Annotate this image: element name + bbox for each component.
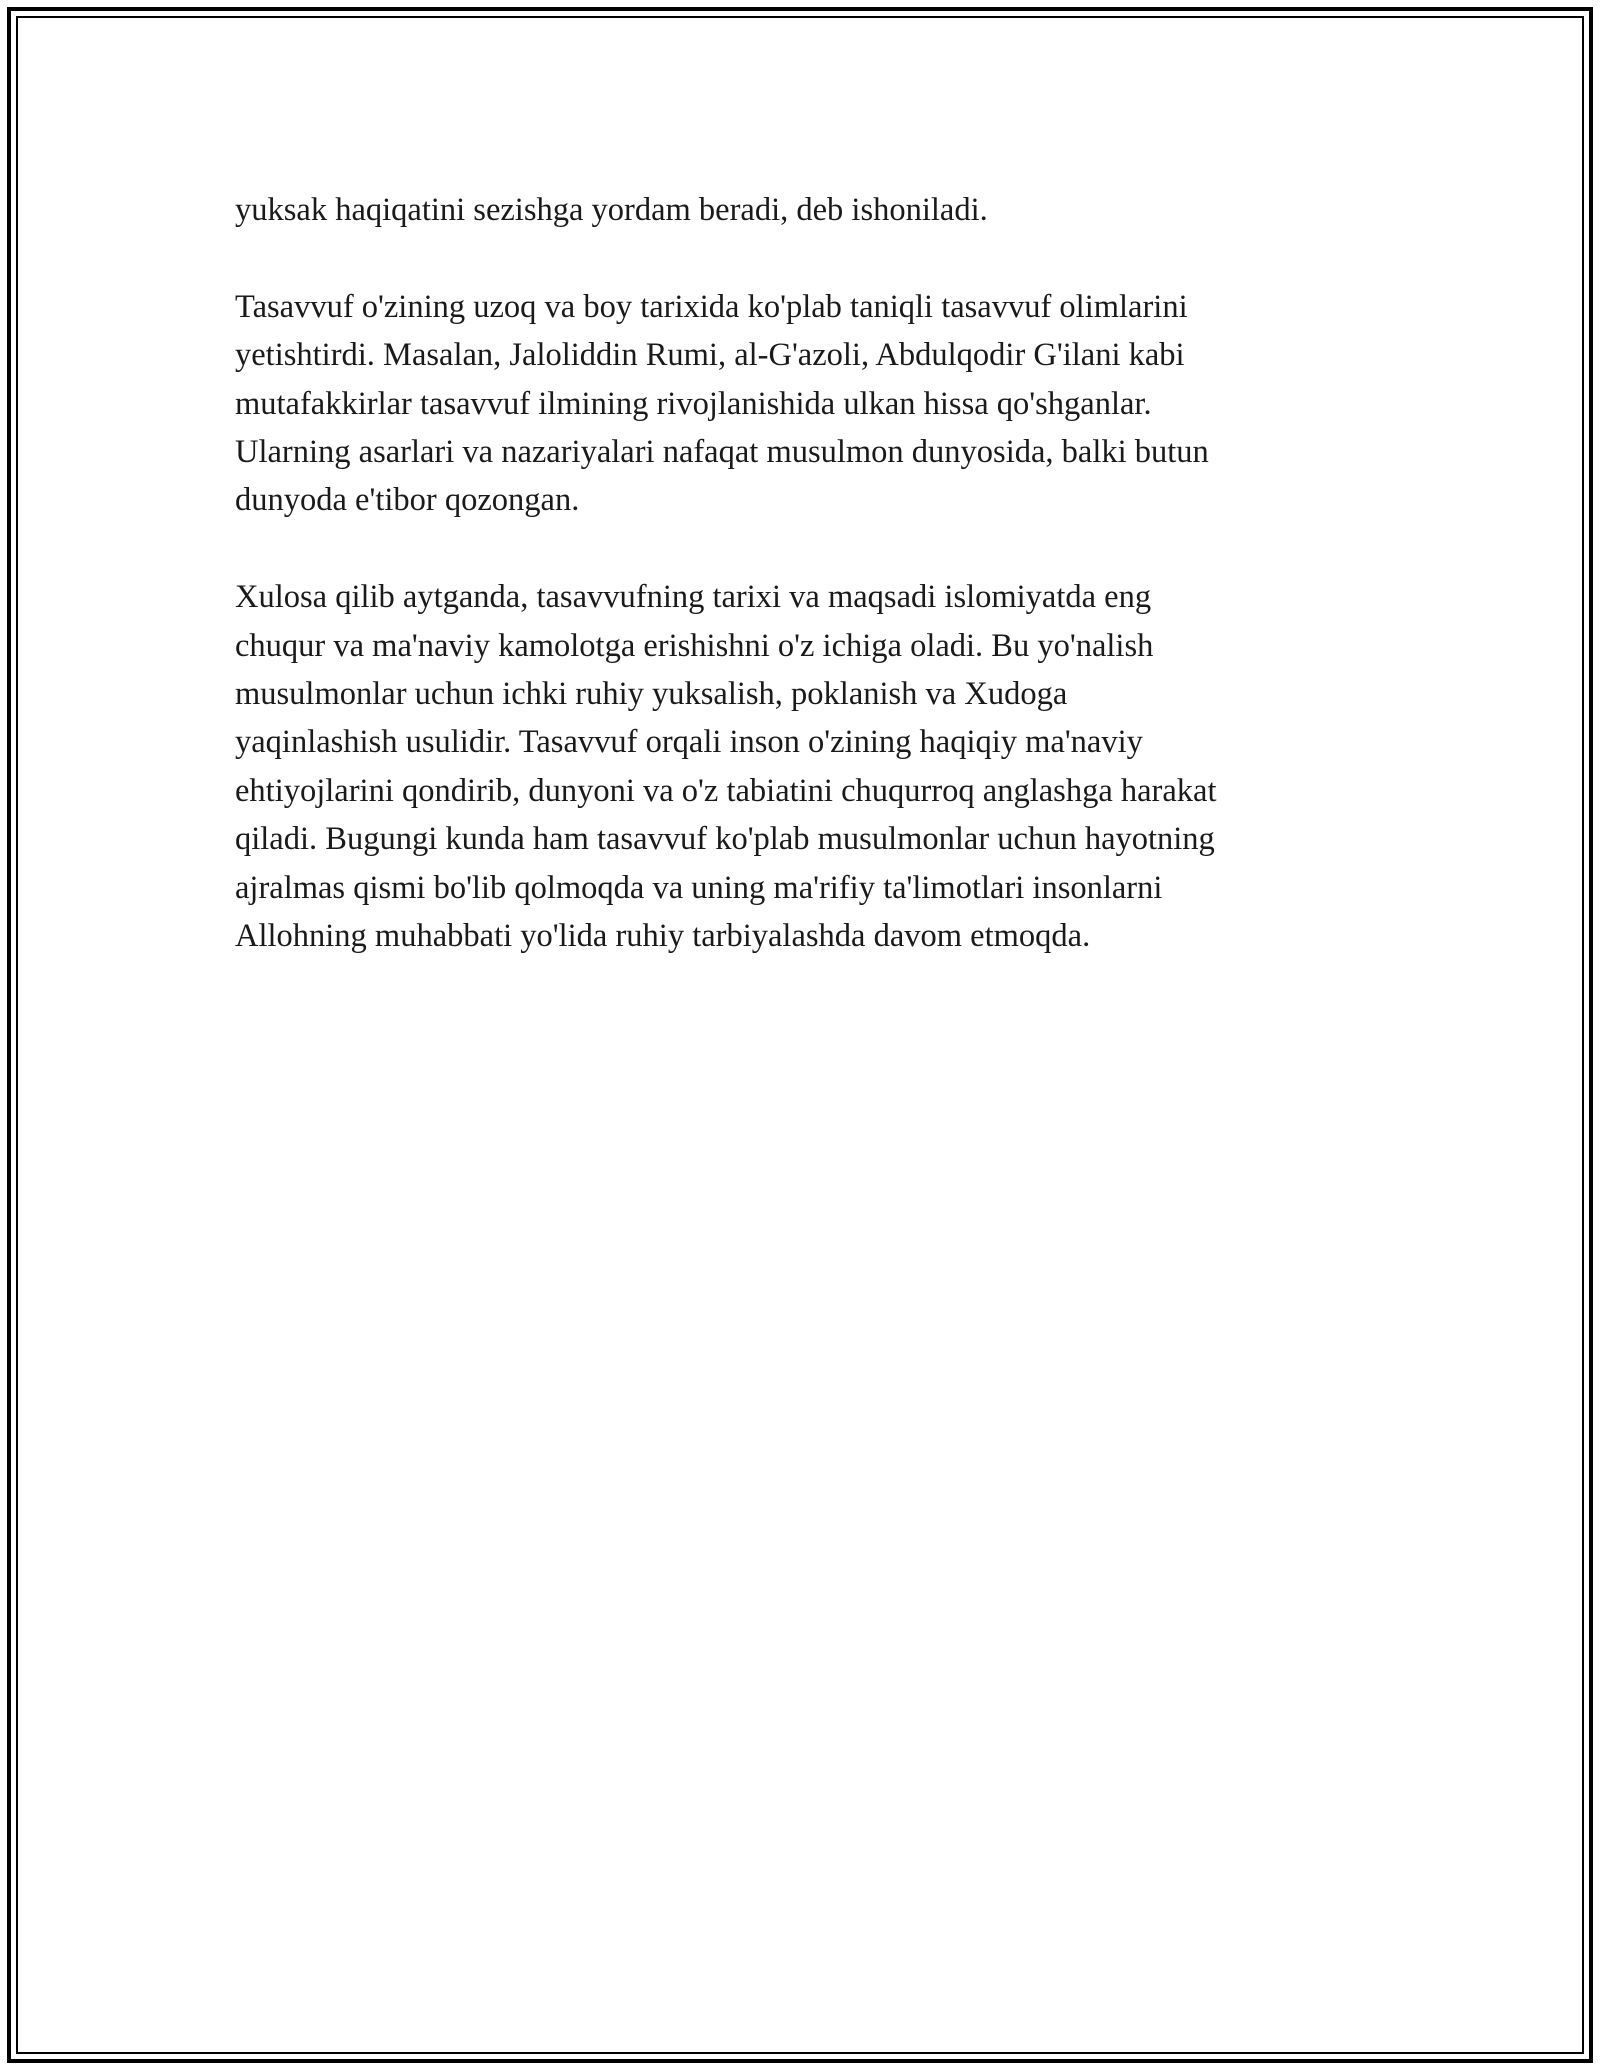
paragraph-2	[235, 283, 1365, 525]
text-line: musulmonlar uchun ichki ruhiy yuksalish, poklanish va Xudoga	[235, 676, 1068, 713]
text-line: Tasavvuf o'zining uzoq va boy tarixida ko'plab taniqli tasavvuf olimlarini	[235, 288, 1188, 325]
paragraph-3	[235, 573, 1365, 960]
document-body	[235, 186, 1365, 1009]
text-line: chuqur va ma'naviy kamolotga erishishni o'z ichiga oladi. Bu yo'nalish	[235, 627, 1154, 664]
text-line: Ularning asarlari va nazariyalari nafaqat musulmon dunyosida, balki butun	[235, 434, 1209, 471]
text-line: ajralmas qismi bo'lib qolmoqda va uning ma'rifiy ta'limotlari insonlarni	[235, 869, 1163, 906]
text-line: dunyoda e'tibor qozongan.	[235, 482, 580, 519]
text-line: yaqinlashish usulidir. Tasavvuf orqali inson o'zining haqiqiy ma'naviy	[235, 724, 1143, 761]
text-line: qiladi. Bugungi kunda ham tasavvuf ko'plab musulmonlar uchun hayotning	[235, 821, 1215, 858]
paragraph-1	[235, 186, 1365, 234]
text-line: ehtiyojlarini qondirib, dunyoni va o'z tabiatini chuqurroq anglashga harakat	[235, 772, 1217, 809]
text-line: yuksak haqiqatini sezishga yordam beradi, deb ishoniladi.	[235, 192, 988, 228]
text-line: yetishtirdi. Masalan, Jaloliddin Rumi, al-G'azoli, Abdulqodir G'ilani kabi	[235, 337, 1185, 374]
text-line: mutafakkirlar tasavvuf ilmining rivojlanishida ulkan hissa qo'shganlar.	[235, 385, 1152, 422]
text-line: Allohning muhabbati yo'lida ruhiy tarbiyalashda davom etmoqda.	[235, 918, 1091, 955]
text-line: Xulosa qilib aytganda, tasavvufning tarixi va maqsadi islomiyatda eng	[235, 579, 1152, 616]
